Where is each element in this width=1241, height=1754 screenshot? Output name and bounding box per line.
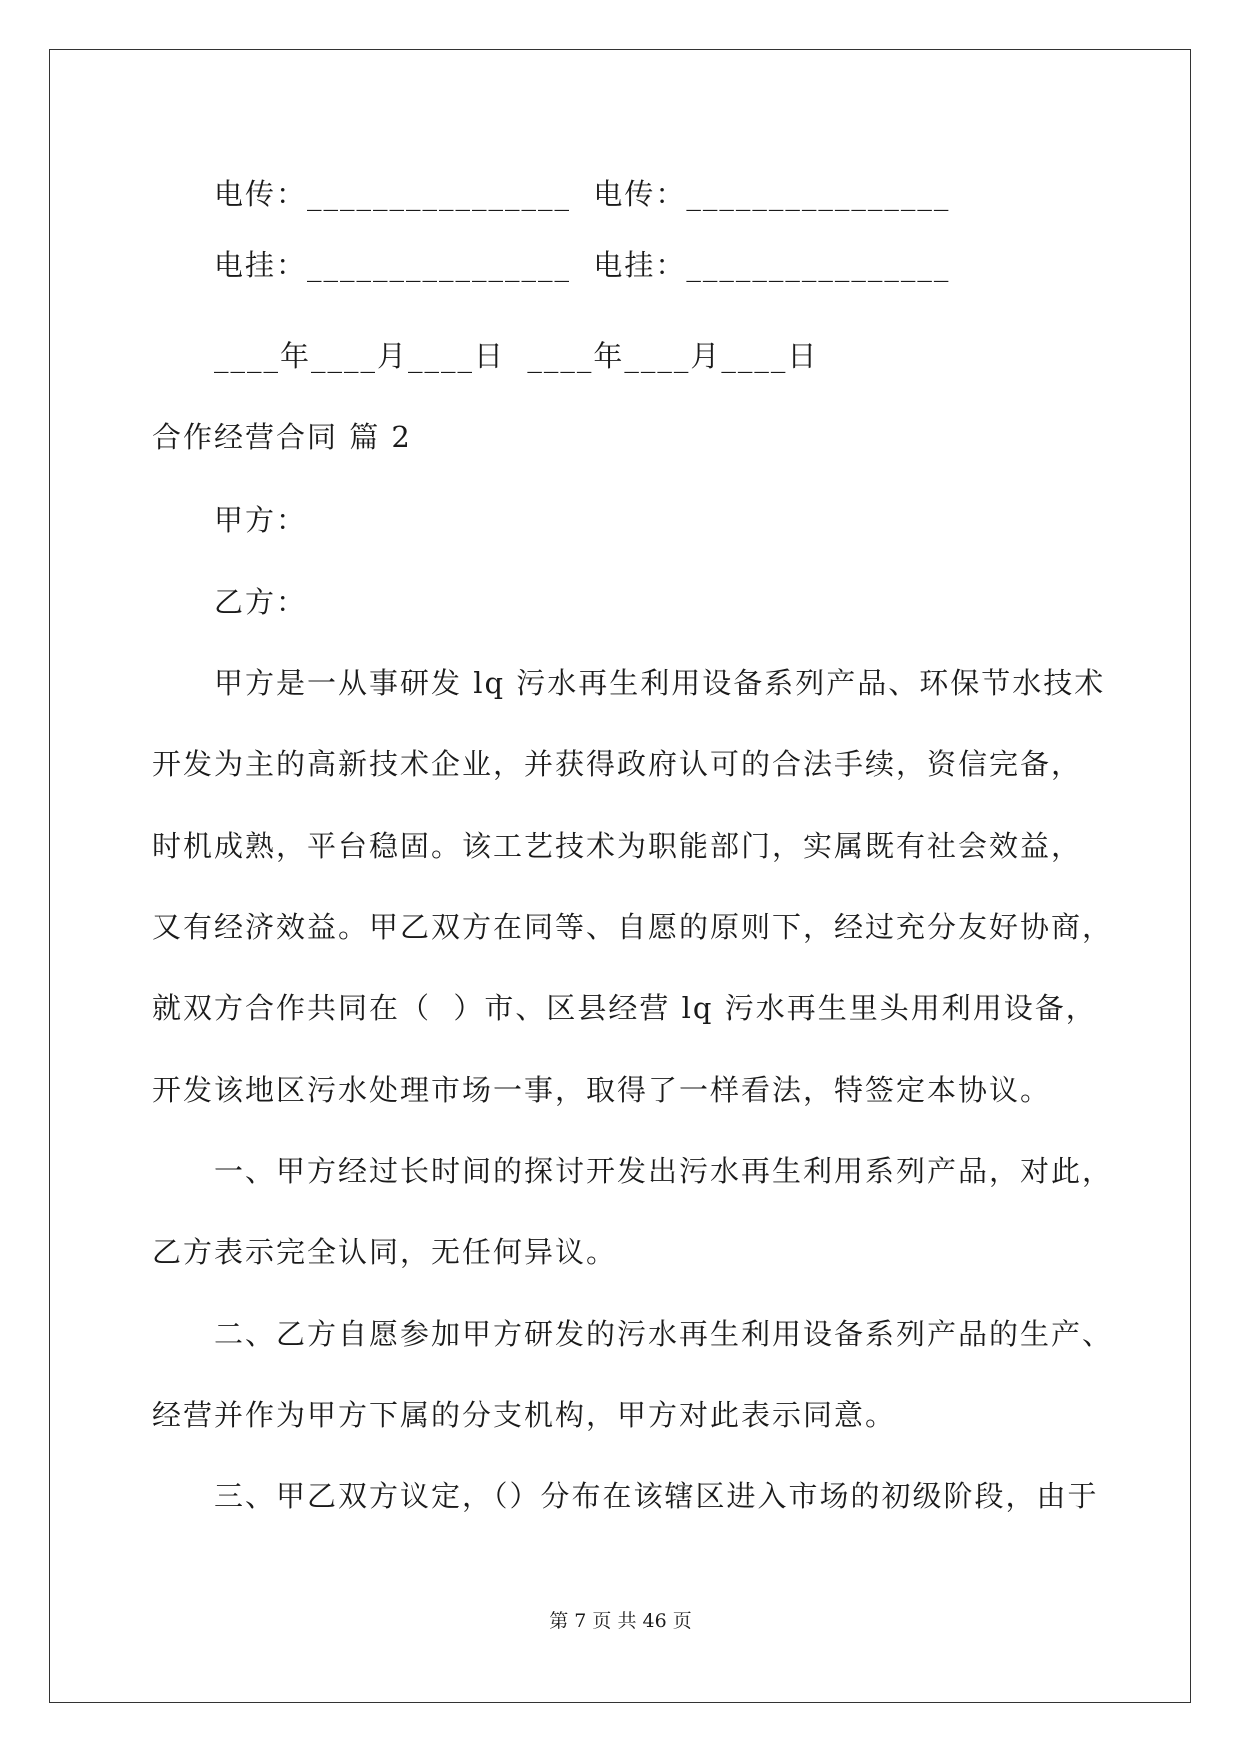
fax-row: 电传：________________ 电传：________________ [214, 177, 951, 211]
body-line: 二、乙方自愿参加甲方研发的污水再生利用设备系列产品的生产、 [214, 1317, 1114, 1351]
party-a-label: 甲方： [214, 503, 308, 537]
body-line: 开发该地区污水处理市场一事，取得了一样看法，特签定本协议。 [152, 1073, 1052, 1107]
telex-row: 电挂：________________ 电挂：________________ [214, 248, 951, 282]
party-b-label: 乙方： [214, 585, 308, 619]
page-border [49, 49, 1191, 1703]
section-heading: 合作经营合同 篇 2 [152, 420, 412, 454]
body-line: 又有经济效益。甲乙双方在同等、自愿的原则下，经过充分友好协商， [152, 910, 1114, 944]
body-line: 三、甲乙双方议定，（）分布在该辖区进入市场的初级阶段，由于 [214, 1479, 1099, 1513]
body-line: 时机成熟，平台稳固。该工艺技术为职能部门，实属既有社会效益， [152, 829, 1083, 863]
body-line: 一、甲方经过长时间的探讨开发出污水再生利用系列产品，对此， [214, 1154, 1114, 1188]
date-row: ____年____月____日 ____年____月____日 [214, 339, 819, 373]
page-number-footer: 第 7 页 共 46 页 [549, 1610, 692, 1632]
body-line: 经营并作为甲方下属的分支机构，甲方对此表示同意。 [152, 1398, 897, 1432]
body-line: 就双方合作共同在（ ）市、区县经营 lq 污水再生里头用利用设备， [152, 991, 1097, 1025]
body-line: 甲方是一从事研发 lq 污水再生利用设备系列产品、环保节水技术 [214, 666, 1106, 700]
body-line: 开发为主的高新技术企业，并获得政府认可的合法手续，资信完备， [152, 747, 1083, 781]
body-line: 乙方表示完全认同，无任何异议。 [152, 1235, 618, 1269]
